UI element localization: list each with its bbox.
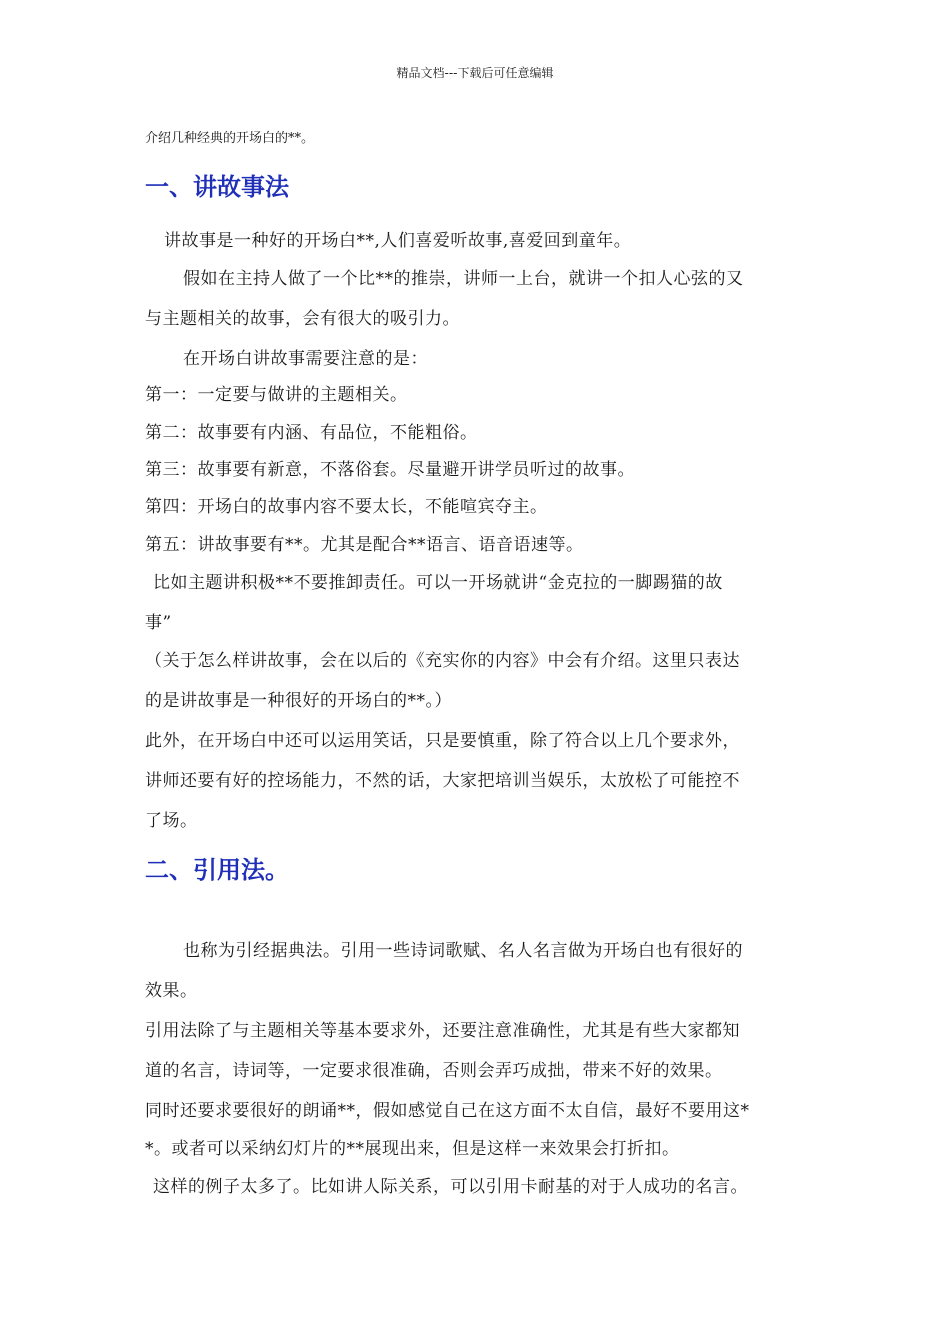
s1-paragraph-line: 与主题相关的故事，会有很大的吸引力。 xyxy=(145,309,460,329)
s1-list-item: 第五：讲故事要有**。尤其是配合**语言、语音语速等。 xyxy=(145,535,584,555)
s1-list-item: 第三：故事要有新意，不落俗套。尽量避开讲学员听过的故事。 xyxy=(145,460,635,480)
s1-paragraph-line: 讲师还要有好的控场能力，不然的话，大家把培训当娱乐，太放松了可能控不 xyxy=(145,771,740,791)
s2-paragraph-line: 道的名言，诗词等，一定要求很准确，否则会弄巧成拙，带来不好的效果。 xyxy=(145,1061,723,1081)
s1-paragraph-line: 假如在主持人做了一个比**的推崇，讲师一上台，就讲一个扣人心弦的又 xyxy=(183,269,744,289)
s2-paragraph-line: 同时还要求要很好的朗诵**，假如感觉自己在这方面不太自信，最好不要用这* xyxy=(145,1101,750,1121)
page-header: 精品文档---下载后可任意编辑 xyxy=(396,66,554,80)
s2-paragraph-line: 也称为引经据典法。引用一些诗词歌赋、名人名言做为开场白也有很好的 xyxy=(183,941,743,961)
s1-paragraph-line: 比如主题讲积极**不要推卸责任。可以一开场就讲“金克拉的一脚踢猫的故 xyxy=(153,573,723,593)
s1-paragraph-line: 了场。 xyxy=(145,811,198,831)
s2-paragraph-line: 效果。 xyxy=(145,981,198,1001)
intro-line: 介绍几种经典的开场白的**。 xyxy=(145,131,315,146)
s1-paragraph-line: （关于怎么样讲故事，会在以后的《充实你的内容》中会有介绍。这里只表达 xyxy=(145,651,740,671)
s1-paragraph-line: 事” xyxy=(145,613,172,633)
s1-paragraph-line: 的是讲故事是一种很好的开场白的**。） xyxy=(145,691,452,711)
s1-list-item: 第四：开场白的故事内容不要太长，不能喧宾夺主。 xyxy=(145,497,548,517)
s1-list-item: 第一：一定要与做讲的主题相关。 xyxy=(145,385,408,405)
s2-paragraph-line: 引用法除了与主题相关等基本要求外，还要注意准确性，尤其是有些大家都知 xyxy=(145,1021,740,1041)
s1-paragraph-line: 在开场白讲故事需要注意的是： xyxy=(183,349,428,369)
s2-paragraph-line: *。或者可以采纳幻灯片的**展现出来，但是这样一来效果会打折扣。 xyxy=(145,1139,680,1159)
s2-paragraph-line: 这样的例子太多了。比如讲人际关系，可以引用卡耐基的对于人成功的名言。 xyxy=(153,1177,748,1197)
s1-paragraph-line: 此外，在开场白中还可以运用笑话，只是要慎重，除了符合以上几个要求外， xyxy=(145,731,740,751)
s1-list-item: 第二：故事要有内涵、有品位，不能粗俗。 xyxy=(145,423,478,443)
s1-paragraph-line: 讲故事是一种好的开场白**,人们喜爱听故事,喜爱回到童年。 xyxy=(164,231,632,251)
section-2-heading: 二、引用法。 xyxy=(145,856,289,884)
section-1-heading: 一、讲故事法 xyxy=(145,173,289,201)
